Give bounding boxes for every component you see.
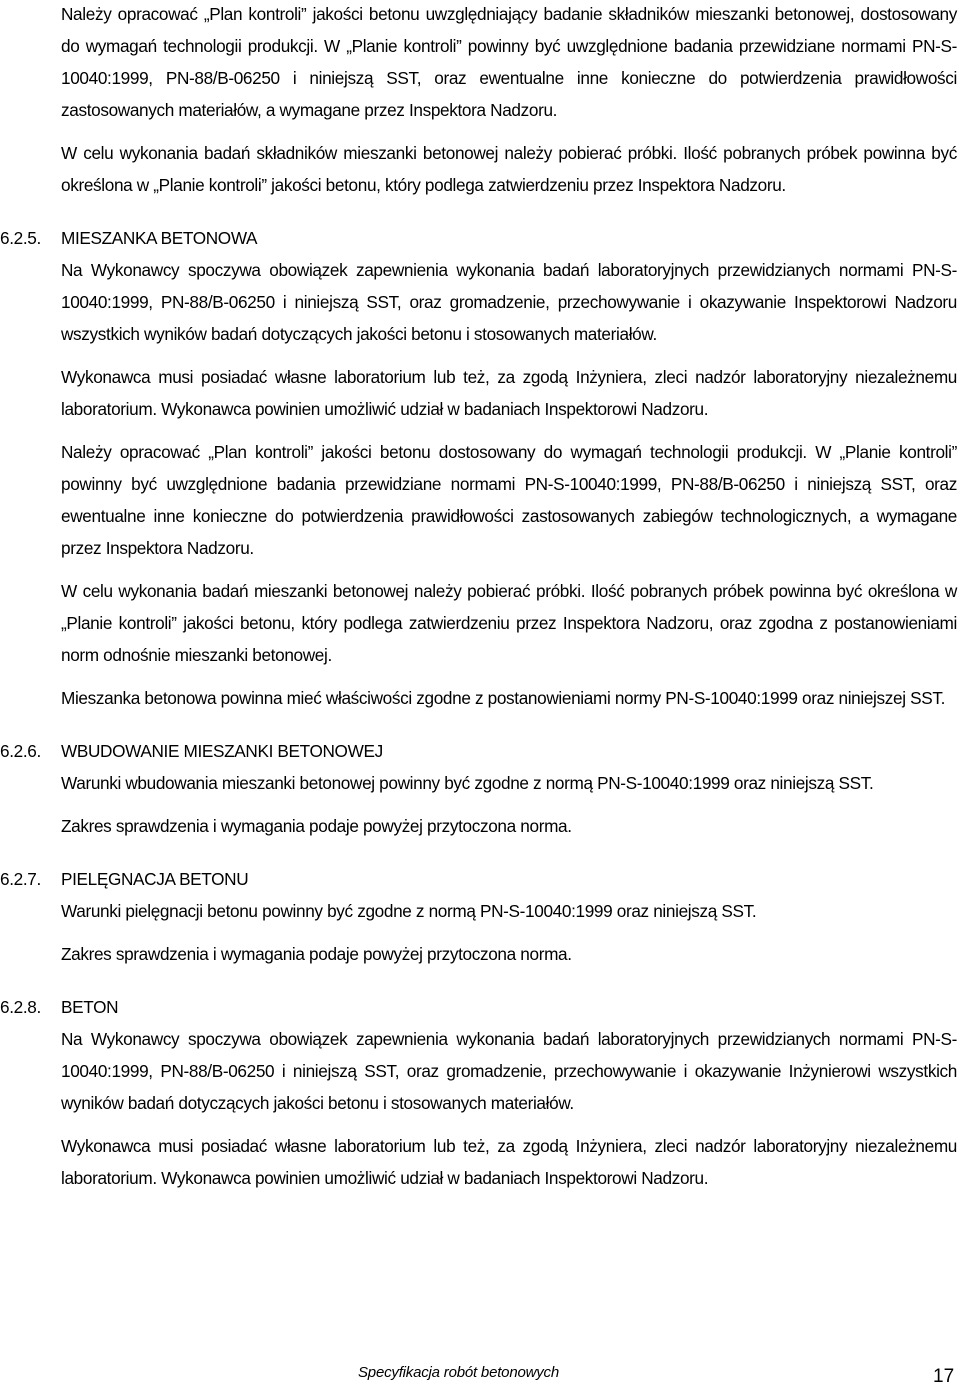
section-paragraph: Zakres sprawdzenia i wymagania podaje powyżej przytoczona norma. — [61, 944, 572, 964]
page-number: 17 — [933, 1366, 955, 1387]
section-title: WBUDOWANIE MIESZANKI BETONOWEJ — [61, 741, 383, 761]
intro-paragraph: W celu wykonania badań składników mieszanki betonowej należy pobierać próbki. Ilość pobranych próbek powinna być określona w „Planie kontroli” jakości betonu, który podlega zatwierdzeniu przez Inspektora Nadzoru. — [61, 143, 957, 195]
section-paragraph: Mieszanka betonowa powinna mieć właściwości zgodne z postanowieniami normy PN-S-10040:1999 oraz niniejszej SST. — [61, 688, 946, 708]
section-6-2-7 — [0, 863, 957, 970]
intro-paragraph: Należy opracować „Plan kontroli” jakości betonu uwzględniający badanie składników mieszanki betonowej, dostosowany do wymagań technologii produkcji. W „Planie kontroli” powinny być uwzględnione badania przewidziane normami PN-S-10040:1999, PN-88/B-06250 i niniejszą SST, oraz ewentualne inne konieczne do potwierdzenia prawidłowości zastosowanych materiałów, a wymagane przez Inspektora Nadzoru. — [61, 4, 957, 120]
section-6-2-8 — [0, 991, 957, 1194]
section-paragraph: Należy opracować „Plan kontroli” jakości betonu dostosowany do wymagań technologii produkcji. W „Planie kontroli” powinny być uwzględnione badania przewidziane normami PN-S-10040:1999, PN-88/B-06250 i niniejszą SST, oraz ewentualne inne konieczne do potwierdzenia prawidłowości zastosowanych zabiegów technologicznych, a wymagane przez Inspektora Nadzoru. — [61, 442, 957, 558]
section-number: 6.2.5. — [0, 228, 41, 248]
footer-document-title: Specyfikacja robót betonowych — [358, 1364, 559, 1381]
section-paragraph: W celu wykonania badań mieszanki betonowej należy pobierać próbki. Ilość pobranych próbek powinna być określona w „Planie kontroli” jakości betonu, który podlega zatwierdzeniu przez Inspektora Nadzoru, oraz zgodna z postanowieniami norm odnośnie mieszanki betonowej. — [61, 581, 957, 665]
section-6-2-6 — [0, 735, 957, 842]
section-paragraph: Na Wykonawcy spoczywa obowiązek zapewnienia wykonania badań laboratoryjnych przewidzianych normami PN-S-10040:1999, PN-88/B-06250 i niniejszą SST, oraz gromadzenie, przechowywanie i okazywanie Inżynierowi wszystkich wyników badań dotyczących jakości betonu i stosowanych materiałów. — [61, 1029, 957, 1113]
section-number: 6.2.7. — [0, 869, 41, 889]
section-paragraph: Warunki wbudowania mieszanki betonowej powinny być zgodne z normą PN-S-10040:1999 oraz niniejszą SST. — [61, 773, 874, 793]
section-paragraph: Warunki pielęgnacji betonu powinny być zgodne z normą PN-S-10040:1999 oraz niniejszą SST. — [61, 901, 757, 921]
section-6-2-5 — [0, 222, 957, 714]
section-number: 6.2.8. — [0, 997, 41, 1017]
section-paragraph: Na Wykonawcy spoczywa obowiązek zapewnienia wykonania badań laboratoryjnych przewidzianych normami PN-S-10040:1999, PN-88/B-06250 i niniejszą SST, oraz gromadzenie, przechowywanie i okazywanie Inspektorowi Nadzoru wszystkich wyników badań dotyczących jakości betonu i stosowanych materiałów. — [61, 260, 957, 344]
section-paragraph: Wykonawca musi posiadać własne laboratorium lub też, za zgodą Inżyniera, zleci nadzór laboratoryjny niezależnemu laboratorium. Wykonawca powinien umożliwić udział w badaniach Inspektorowi Nadzoru. — [61, 1136, 957, 1188]
section-title: BETON — [61, 997, 119, 1017]
section-number: 6.2.6. — [0, 741, 41, 761]
section-paragraph: Zakres sprawdzenia i wymagania podaje powyżej przytoczona norma. — [61, 816, 572, 836]
page-footer — [0, 1360, 960, 1390]
section-title: MIESZANKA BETONOWA — [61, 228, 258, 248]
section-paragraph: Wykonawca musi posiadać własne laboratorium lub też, za zgodą Inżyniera, zleci nadzór laboratoryjny niezależnemu laboratorium. Wykonawca powinien umożliwić udział w badaniach Inspektorowi Nadzoru. — [61, 367, 957, 419]
section-title: PIELĘGNACJA BETONU — [61, 869, 249, 889]
